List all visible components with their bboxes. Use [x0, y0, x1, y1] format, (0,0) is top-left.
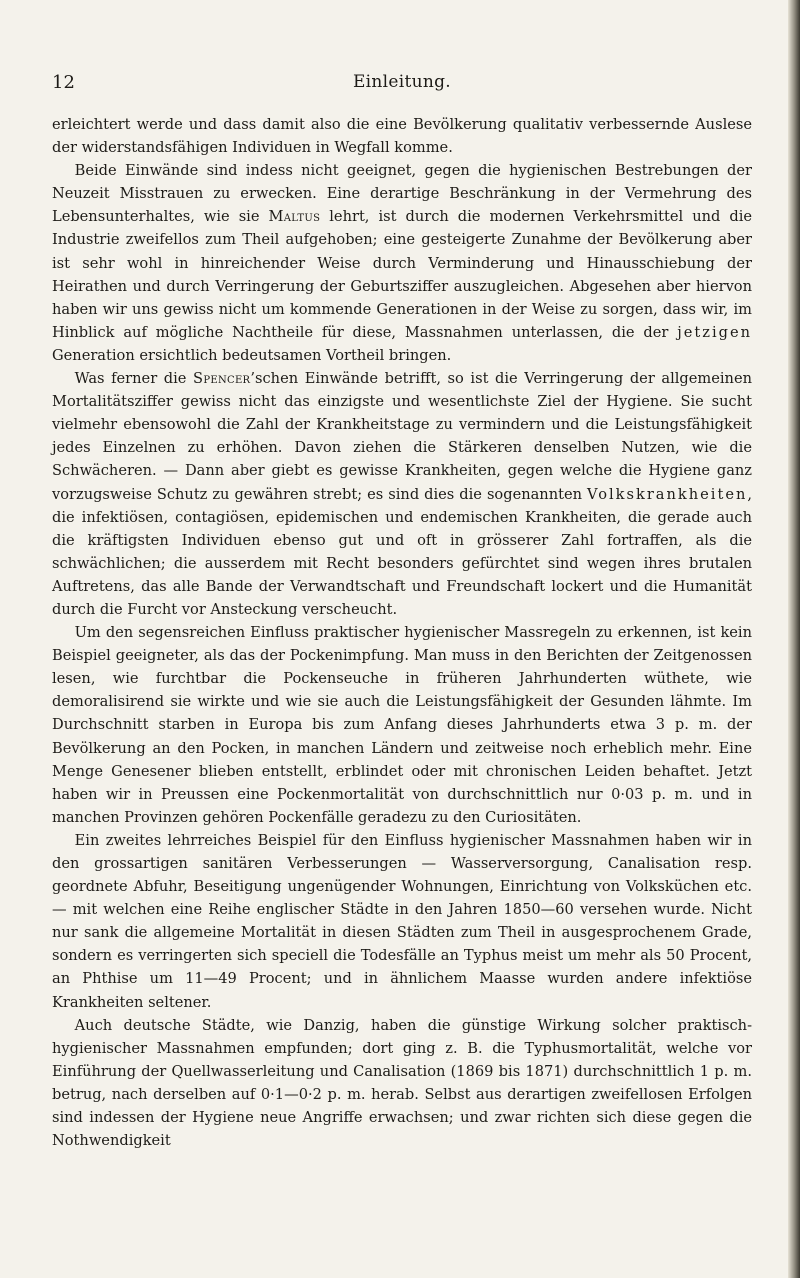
text-run: Auch deutsche Städte, wie Danzig, haben die günstige Wirkung solcher praktisch-hygienischer Massnahmen empfunden; dort ging z. B. die Typhusmortalität, welche vor Einführung der Quellwasserleitung und Canalisation (1869 bis 1871) durchschnittlich 1 p. m. betrug, nach derselben auf 0·1—0·2 p. m. herab. Selbst aus derartigen zweifellosen Erfolgen sind indessen der Hygiene neue Angriffe erwachsen; und zwar richten sich diese gegen die Nothwendigkeit: [52, 1016, 752, 1150]
page-number: 12: [52, 72, 75, 93]
text-run: Ein zweites lehrreiches Beispiel für den Einfluss hygienischer Massnahmen haben wir in den grossartigen sanitären Verbesserungen — Wasserversorgung, Canalisation resp. geordnete Abfuhr, Beseitigung ungenügender Wohnungen, Einrichtung von Volksküchen etc. — mit welchen eine Reihe englischer Städte in den Jahren 1850—60 versehen wurde. Nicht nur sank die allgemeine Mortalität in diesen Städten zum Theil in ausgesprochenem Grade, sondern es verringerten sich speciell die Todesfälle an Typhus meist um mehr als 50 Procent, an Phthise um 11—49 Procent; und in ähnlichem Maasse wurden andere infektiöse Krankheiten seltener.: [52, 831, 752, 1011]
author-name: Spencer: [193, 370, 251, 388]
page-header: [52, 72, 752, 98]
text-run: lehrt, ist durch die modernen Verkehrsmittel und die Industrie zweifellos zum Theil aufgehoben; eine gesteigerte Zunahme der Bevölkerung aber ist sehr wohl in hinreichender Weise durch Verminderung und Hinausschiebung der Heirathen und durch Verringerung der Geburtsziffer auszugleichen. Abgesehen aber hiervon haben wir uns gewiss nicht um kommende Generationen in der Weise zu sorgen, dass wir, im Hinblick auf mögliche Nachtheile für diese, Massnahmen unterlassen, die der: [52, 208, 752, 341]
paragraph: [52, 113, 752, 159]
text-run: Was ferner die: [74, 370, 194, 388]
text-run: erleichtert werde und dass damit also die eine Bevölkerung qualitativ verbessernde Auslese der widerstandsfähigen Individuen in Wegfall komme.: [52, 116, 752, 157]
text-run: ’schen Einwände betrifft, so ist die Verringerung der allgemeinen Mortalitätsziffer gewiss nicht das einzigste und wesentlichste Ziel der Hygiene. Sie sucht vielmehr ebensowohl die Zahl der Krankheitstage zu vermindern und die Leistungsfähigkeit jedes Einzelnen zu erhöhen. Davon ziehen die Stärkeren denselben Nutzen, wie die Schwächeren. — Dann aber giebt es gewisse Krankheiten, gegen welche die Hygiene ganz vorzugsweise Schutz zu gewähren strebt; es sind dies die sogenannten: [52, 370, 752, 503]
paragraph: [52, 159, 752, 367]
text-run: Generation ersichtlich bedeutsamen Vortheil bringen.: [52, 346, 452, 364]
emphasis-text: Volkskrankheiten: [587, 485, 748, 503]
body-text: [52, 113, 752, 1152]
page-edge-shadow: [788, 0, 800, 1278]
paragraph: [52, 1014, 752, 1153]
text-run: Um den segensreichen Einfluss praktischer hygienischer Massregeln zu erkennen, ist kein Beispiel geeigneter, als das der Pockenimpfung. Man muss in den Berichten der Zeitgenossen lesen, wie furchtbar die Pockenseuche in früheren Jahrhunderten wüthete, wie demoralisirend sie wirkte und wie sie auch die Leistungsfähigkeit der Gesunden lähmte. Im Durchschnitt starben in Europa bis zum Anfang dieses Jahrhunderts etwa 3 p. m. der Bevölkerung an den Pocken, in manchen Ländern und zeitweise noch erheblich mehr. Eine Menge Genesener blieben entstellt, erblindet oder mit chronischen Leiden behaftet. Jetzt haben wir in Preussen eine Pockenmortalität von durchschnittlich nur 0·03 p. m. und in manchen Provinzen gehören Pockenfälle geradezu zu den Curiositäten.: [52, 624, 752, 826]
emphasis-text: jetzigen: [677, 323, 752, 341]
text-run: , die infektiösen, contagiösen, epidemischen und endemischen Krankheiten, die gerade auch die kräftigsten Individuen ebenso gut und oft in grösserer Zahl fortraffen, als die schwächlichen; die ausserdem mit Recht besonders gefürchtet sind wegen ihres brutalen Auftretens, das alle Bande der Verwandtschaft und Freundschaft lockert und die Humanität durch die Furcht vor Ansteckung verscheucht.: [52, 485, 752, 618]
paragraph: [52, 367, 752, 621]
paragraph: [52, 829, 752, 1014]
paragraph: [52, 621, 752, 829]
author-name: Maltus: [268, 208, 321, 226]
running-head: Einleitung.: [352, 72, 452, 92]
text-run: Beide Einwände sind indess nicht geeignet, gegen die hygienischen Bestrebungen der Neuzeit Misstrauen zu erwecken. Eine derartige Beschränkung in der Vermehrung des Lebensunterhaltes, wie sie: [52, 162, 752, 226]
